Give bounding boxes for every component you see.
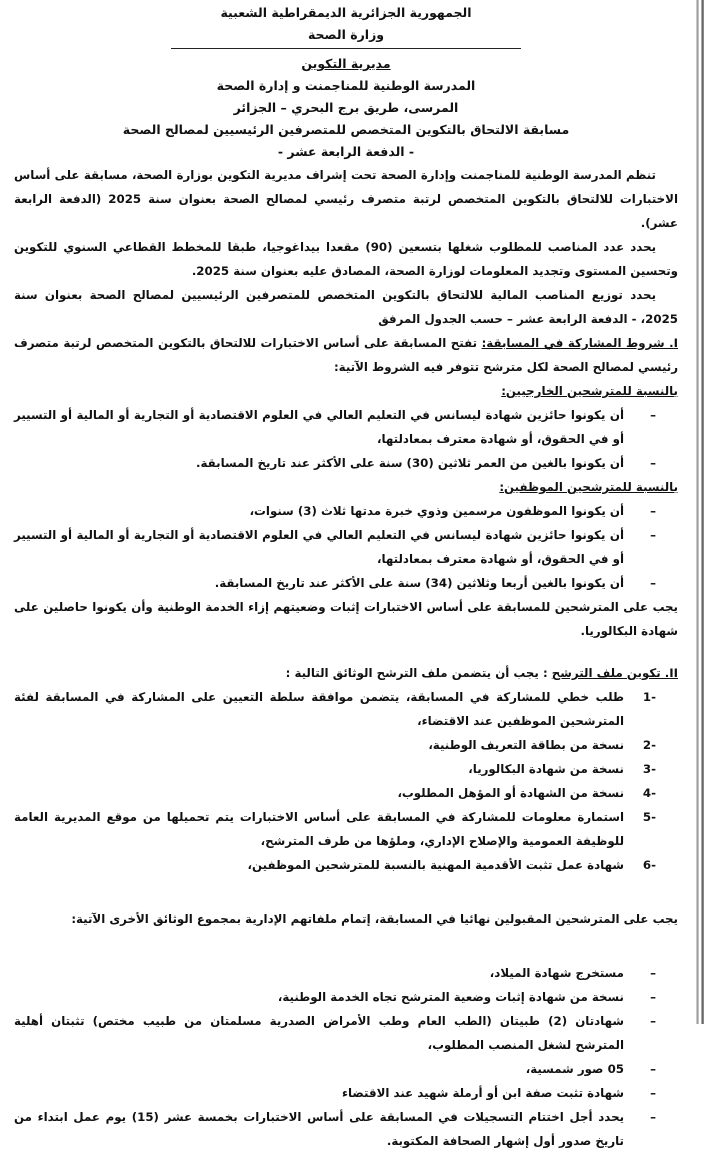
dash-bullet: – xyxy=(650,1014,656,1028)
employee-conditions-list xyxy=(14,499,678,595)
ministry-heading: وزارة الصحة xyxy=(307,27,385,42)
dash-bullet: – xyxy=(650,1086,656,1100)
external-candidates-title: بالنسبة للمترشحين الخارجيين: xyxy=(501,384,678,398)
intro-paragraph-2: يحدد عدد المناصب للمطلوب شغلها بتسعين (90) مقعدا بيداغوجيا، طبقا للمخطط القطاعي السنوي للتكوين وتحسين المستوى وتجديد المعلومات لوزارة الصحة، المصادق عليه بعنوان سنة 2025. xyxy=(14,240,678,278)
intro-paragraph-1: تنظم المدرسة الوطنية للمناجمنت وإدارة الصحة تحت إشراف مديرية التكوين بوزارة الصحة، مسابقة على أساس الاختبارات للالتحاق بالتكوين المتخصص لرتبة متصرف رئيسي لمصالح الصحة بعنوان سنة 2025 (الدفعة الرابعة عشر). xyxy=(14,168,678,230)
required-documents-list xyxy=(14,685,678,877)
dash-bullet: – xyxy=(650,1110,656,1124)
header-divider xyxy=(171,48,521,49)
list-item: – أن يكونوا حائزين شهادة ليسانس في التعليم العالي في العلوم الاقتصادية أو التجارية أو المالية أو التسيير أو في الحقوق، أو شهادة معترف بمعادلتها، xyxy=(14,403,678,451)
list-item: -6 شهادة عمل تثبت الأقدمية المهنية بالنسبة للمترشحين الموظفين، xyxy=(247,858,656,872)
list-item: – أن يكونوا بالغين من العمر ثلاثين (30) سنة على الأكثر عند تاريخ المسابقة. xyxy=(14,451,678,475)
list-item: – شهادتان (2) طبيتان (الطب العام وطب الأمراض الصدرية مسلمتان من طبيب مختص) تثبتان أهلية المترشح لشغل المنصب المطلوب، xyxy=(14,1009,678,1057)
list-item: – نسخة من شهادة إثبات وضعية المترشح تجاه الخدمة الوطنية، xyxy=(14,985,678,1009)
dash-bullet: – xyxy=(650,456,656,470)
section2-title-rest: : يجب أن يتضمن ملف الترشح الوثائق التالية : xyxy=(285,666,552,680)
list-item: – مستخرج شهادة الميلاد، xyxy=(14,961,678,985)
section2-title: II. تكوين ملف الترشح xyxy=(551,666,678,680)
school-address: المرسى، طريق برج البحري – الجزائر xyxy=(233,100,459,115)
list-item: -2 نسخة من بطاقة التعريف الوطنية، xyxy=(428,738,656,752)
school-name: المدرسة الوطنية للمناجمنت و إدارة الصحة xyxy=(216,78,476,93)
external-conditions-list xyxy=(14,403,678,475)
section1-title: I. شروط المشاركة في المسابقة: xyxy=(481,336,678,350)
list-item: – يحدد أجل اختتام التسجيلات في المسابقة على أساس الاختبارات بخمسة عشر (15) يوم عمل ابتداء من تاريخ صدور أول إشهار الصحافة المكتوبة. xyxy=(14,1105,678,1153)
list-item: – شهادة تثبت صفة ابن أو أرملة شهيد عند الاقتضاء xyxy=(14,1081,678,1105)
section2-heading xyxy=(14,661,678,685)
dash-bullet: – xyxy=(650,576,656,590)
page-edge-border xyxy=(696,0,704,1024)
section1-text: تفتح المسابقة على أساس الاختبارات للالتحاق بالتكوين المتخصص لرتبة متصرف رئيسي لمصالح الصحة لكل مترشح تتوفر فيه الشروط الآتية: xyxy=(14,336,678,374)
list-item: -5 استمارة معلومات للمشاركة في المسابقة على أساس الاختبارات يتم تحميلها من موقع المديرية العامة للوظيفة العمومية والإصلاح الإداري، وملؤها من طرف المترشح، xyxy=(14,810,656,848)
list-item: -3 نسخة من شهادة البكالوريا، xyxy=(468,762,656,776)
dash-bullet: – xyxy=(650,504,656,518)
additional-documents-list xyxy=(14,961,678,1153)
directorate-heading: مديرية التكوين xyxy=(301,56,391,71)
dash-bullet: – xyxy=(650,990,656,1004)
dash-bullet: – xyxy=(650,408,656,422)
dash-bullet: – xyxy=(650,1062,656,1076)
list-item: -4 نسخة من الشهادة أو المؤهل المطلوب، xyxy=(397,786,656,800)
document-title: مسابقة الالتحاق بالتكوين المتخصص للمتصرفين الرئيسيين لمصالح الصحة xyxy=(122,122,570,137)
section1-paragraph xyxy=(14,331,678,379)
baccalaureate-note: يجب على المترشحين للمسابقة على أساس الاختبارات إثبات وضعيتهم إزاء الخدمة الوطنية وأن يكونوا حاصلين على شهادة البكالوريا. xyxy=(14,600,678,638)
list-item: – أن يكونوا الموظفون مرسمين وذوي خبرة مدتها ثلاث (3) سنوات، xyxy=(14,499,678,523)
list-item: – أن يكونوا حائزين شهادة ليسانس في التعليم العالي في العلوم الاقتصادية أو التجارية أو المالية أو التسيير أو في الحقوق، أو شهادة معترف بمعادلتها، xyxy=(14,523,678,571)
cohort-label: - الدفعة الرابعة عشر - xyxy=(277,144,415,159)
employee-candidates-title: بالنسبة للمترشحين الموظفين: xyxy=(499,480,678,494)
intro-paragraph-3: يحدد توزيع المناصب المالية للالتحاق بالتكوين المتخصص للمتصرفين الرئيسيين لمصالح الصحة بعنوان سنة 2025، - الدفعة الرابعة عشر – حسب الجدول المرفق xyxy=(14,288,678,326)
dash-bullet: – xyxy=(650,966,656,980)
list-item: -1 طلب خطي للمشاركة في المسابقة، يتضمن موافقة سلطة التعيين على المشاركة في المسابقة لفئة المترشحين الموظفين عند الاقتضاء، xyxy=(14,690,656,728)
accepted-candidates-note: يجب على المترشحين المقبولين نهائيا في المسابقة، إتمام ملفاتهم الإدارية بمجموع الوثائق الأخرى الآتية: xyxy=(71,912,678,926)
republic-heading: الجمهورية الجزائرية الديمقراطية الشعبية xyxy=(220,5,472,20)
dash-bullet: – xyxy=(650,528,656,542)
list-item: – أن يكونوا بالغين أربعا وثلاثين (34) سنة على الأكثر عند تاريخ المسابقة. xyxy=(14,571,678,595)
list-item: – 05 صور شمسية، xyxy=(14,1057,678,1081)
